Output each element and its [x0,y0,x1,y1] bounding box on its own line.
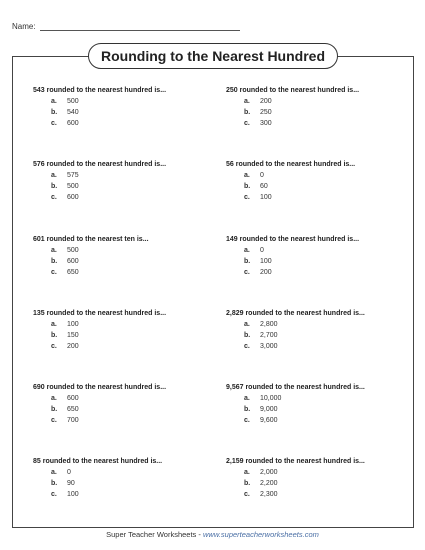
option-value: 575 [67,172,79,179]
answer-option[interactable] [33,247,218,254]
answer-option[interactable] [33,269,218,276]
option-value: 650 [67,269,79,276]
option-value: 0 [260,172,264,179]
answer-option[interactable] [226,469,411,476]
answer-option[interactable] [226,183,411,190]
option-value: 2,000 [260,469,278,476]
option-value: 9,000 [260,406,278,413]
option-letter: b. [244,406,251,413]
question-9 [33,384,218,424]
answer-option[interactable] [226,247,411,254]
option-letter: c. [244,491,250,498]
option-letter: b. [244,480,251,487]
option-letter: b. [51,480,58,487]
option-value: 540 [67,109,79,116]
question-text: 2,159 rounded to the nearest hundred is... [226,458,365,465]
option-letter: a. [244,469,250,476]
option-letter: c. [51,194,57,201]
question-6 [226,236,411,276]
option-letter: b. [244,258,251,265]
option-value: 2,200 [260,480,278,487]
option-value: 600 [67,258,79,265]
answer-option[interactable] [226,269,411,276]
option-letter: b. [244,332,251,339]
option-letter: c. [244,269,250,276]
option-value: 300 [260,120,272,127]
option-letter: a. [244,172,250,179]
option-letter: c. [244,343,250,350]
option-letter: a. [244,98,250,105]
question-text: 690 rounded to the nearest hundred is... [33,384,167,391]
question-2 [226,87,411,127]
question-3 [33,161,218,201]
answer-option[interactable] [226,417,411,424]
option-letter: a. [51,247,57,254]
option-value: 100 [260,194,272,201]
option-value: 3,000 [260,343,278,350]
answer-option[interactable] [33,98,218,105]
answer-option[interactable] [33,395,218,402]
option-letter: c. [51,417,57,424]
answer-option[interactable] [226,480,411,487]
answer-option[interactable] [33,172,218,179]
option-value: 600 [67,120,79,127]
option-letter: a. [244,321,250,328]
answer-option[interactable] [226,194,411,201]
option-letter: b. [51,332,58,339]
answer-option[interactable] [33,406,218,413]
footer-link[interactable]: www.superteacherworksheets.com [202,530,319,539]
answer-option[interactable] [33,321,218,328]
option-value: 200 [67,343,79,350]
question-text: 543 rounded to the nearest hundred is... [33,87,167,94]
answer-option[interactable] [33,194,218,201]
answer-option[interactable] [33,469,218,476]
answer-option[interactable] [33,120,218,127]
answer-option[interactable] [226,343,411,350]
answer-option[interactable] [226,120,411,127]
option-value: 100 [67,321,79,328]
option-letter: b. [244,183,251,190]
option-value: 600 [67,194,79,201]
footer [0,530,425,539]
option-value: 250 [260,109,272,116]
option-value: 200 [260,98,272,105]
option-value: 2,300 [260,491,278,498]
question-text: 250 rounded to the nearest hundred is... [226,87,360,94]
option-letter: b. [51,109,58,116]
question-7 [33,310,218,350]
page-title: Rounding to the Nearest Hundred [88,43,338,69]
question-text: 9,567 rounded to the nearest hundred is... [226,384,365,391]
question-4 [226,161,411,201]
option-letter: b. [51,183,58,190]
option-letter: c. [244,120,250,127]
footer-brand: Super Teacher Worksheets [106,530,197,539]
option-value: 150 [67,332,79,339]
name-row [12,22,240,31]
option-value: 0 [67,469,71,476]
answer-option[interactable] [226,321,411,328]
option-value: 500 [67,183,79,190]
option-letter: c. [51,491,57,498]
question-11 [33,458,218,498]
option-letter: b. [244,109,251,116]
option-letter: c. [51,269,57,276]
answer-option[interactable] [226,258,411,265]
option-value: 0 [260,247,264,254]
answer-option[interactable] [226,406,411,413]
answer-option[interactable] [33,480,218,487]
answer-option[interactable] [33,332,218,339]
option-value: 500 [67,98,79,105]
answer-option[interactable] [33,343,218,350]
option-value: 2,700 [260,332,278,339]
option-value: 600 [67,395,79,402]
option-value: 100 [67,491,79,498]
question-10 [226,384,411,424]
option-value: 500 [67,247,79,254]
question-text: 576 rounded to the nearest hundred is... [33,161,167,168]
answer-option[interactable] [226,109,411,116]
question-text: 149 rounded to the nearest hundred is... [226,236,360,243]
question-5 [33,236,218,276]
option-value: 9,600 [260,417,278,424]
option-value: 700 [67,417,79,424]
option-letter: a. [51,321,57,328]
option-letter: a. [244,247,250,254]
option-value: 60 [260,183,268,190]
option-letter: c. [244,417,250,424]
option-value: 100 [260,258,272,265]
option-letter: a. [244,395,250,402]
option-value: 2,800 [260,321,278,328]
option-letter: a. [51,395,57,402]
option-letter: c. [51,120,57,127]
option-letter: a. [51,469,57,476]
answer-option[interactable] [226,491,411,498]
answer-option[interactable] [33,417,218,424]
option-letter: a. [51,172,57,179]
answer-option[interactable] [33,491,218,498]
answer-option[interactable] [33,109,218,116]
option-letter: c. [51,343,57,350]
name-label: Name: [12,22,36,31]
question-text: 135 rounded to the nearest hundred is... [33,310,167,317]
option-letter: b. [51,258,58,265]
answer-option[interactable] [226,395,411,402]
question-8 [226,310,411,350]
answer-option[interactable] [226,332,411,339]
footer-separator: - [196,530,203,539]
question-text: 85 rounded to the nearest hundred is... [33,458,163,465]
answer-option[interactable] [226,172,411,179]
option-letter: c. [244,194,250,201]
option-value: 10,000 [260,395,282,402]
question-12 [226,458,411,498]
answer-option[interactable] [33,183,218,190]
option-value: 90 [67,480,75,487]
option-letter: a. [51,98,57,105]
name-line[interactable] [40,22,240,31]
answer-option[interactable] [226,98,411,105]
question-text: 56 rounded to the nearest hundred is... [226,161,356,168]
answer-option[interactable] [33,258,218,265]
option-value: 650 [67,406,79,413]
question-text: 2,829 rounded to the nearest hundred is... [226,310,365,317]
question-text: 601 rounded to the nearest ten is... [33,236,149,243]
question-1 [33,87,218,127]
option-letter: b. [51,406,58,413]
option-value: 200 [260,269,272,276]
